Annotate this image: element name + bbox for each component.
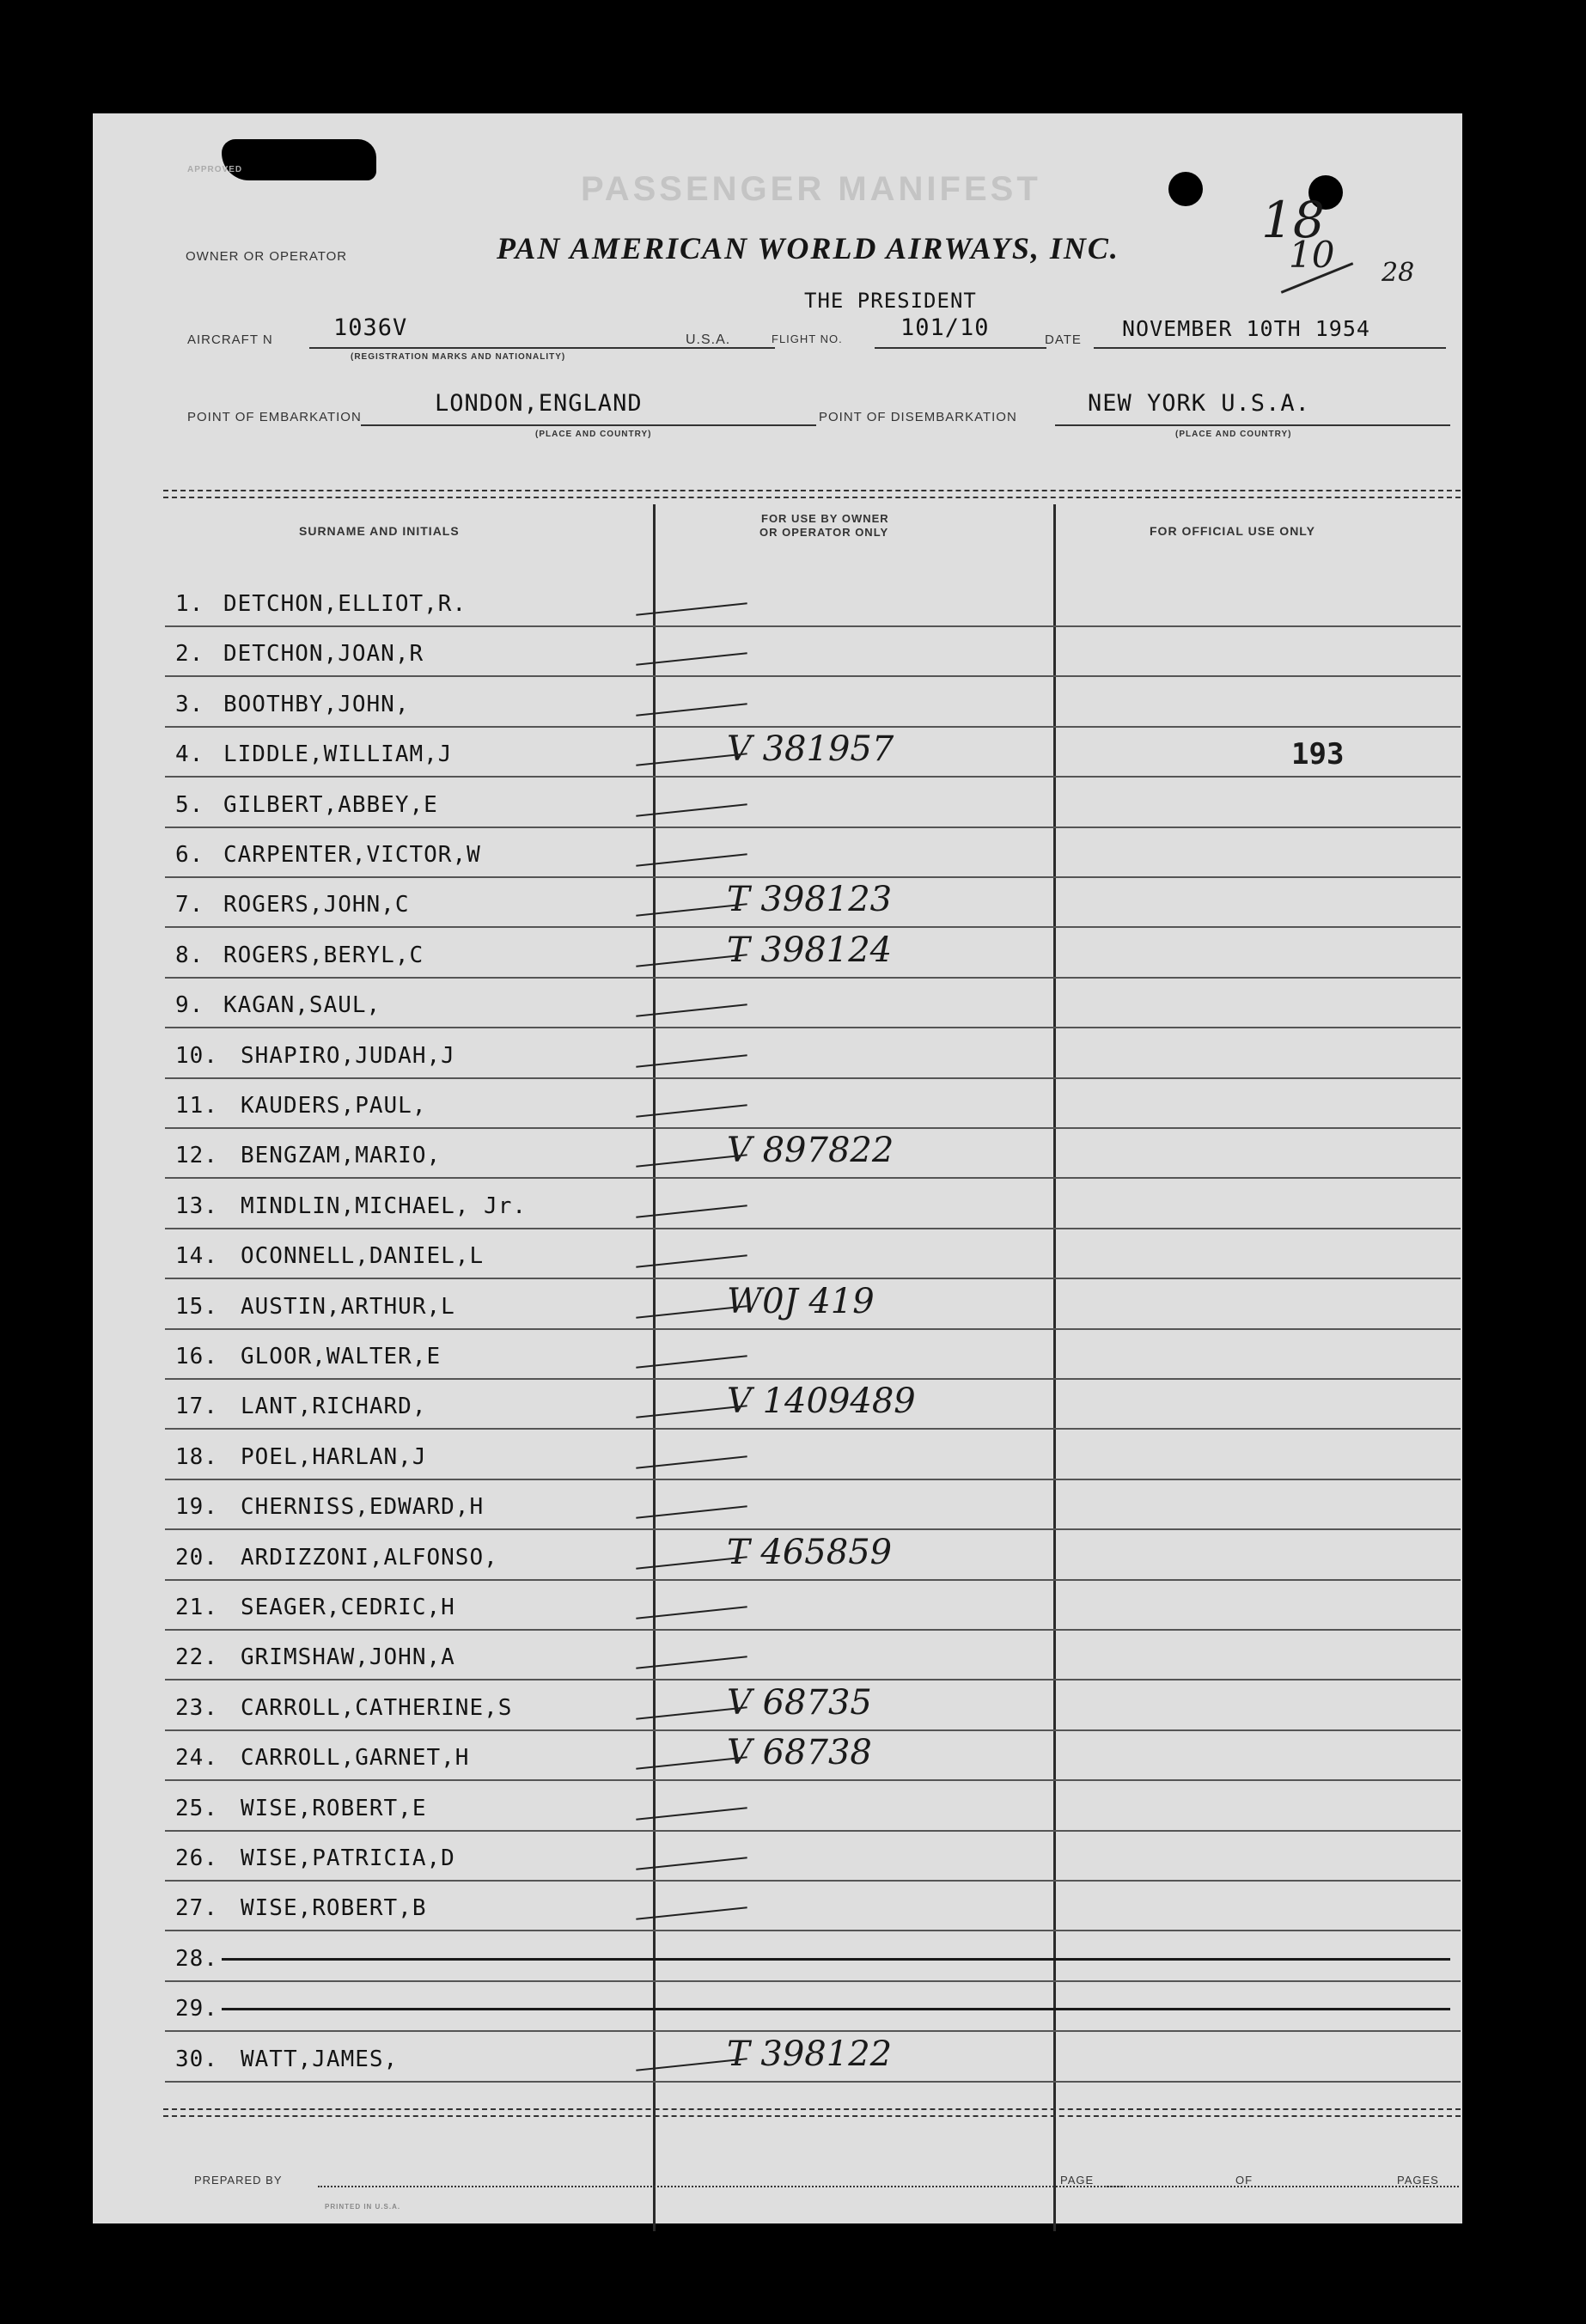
table-row	[93, 1839, 1462, 1888]
operator-note: V 381957	[727, 729, 894, 769]
registration-caption: (REGISTRATION MARKS AND NATIONALITY)	[351, 352, 566, 362]
table-row	[93, 1939, 1462, 1989]
row-number: 6.	[175, 842, 204, 868]
row-rule	[165, 1679, 1461, 1680]
table-row	[93, 1533, 1462, 1588]
torn-corner-mark	[222, 139, 376, 180]
row-rule	[165, 2081, 1461, 2083]
operator-note: W0J 419	[727, 1282, 875, 1321]
disembarkation-underline	[1055, 424, 1450, 426]
table-row	[93, 729, 1462, 784]
embarkation-label: POINT OF EMBARKATION	[187, 410, 362, 424]
pages-label: PAGES	[1397, 2174, 1439, 2187]
row-rule	[165, 977, 1461, 979]
embarkation-caption: (PLACE AND COUNTRY)	[535, 430, 652, 439]
table-row	[93, 1186, 1462, 1236]
row-number: 13.	[175, 1193, 218, 1219]
row-number: 29.	[175, 1996, 218, 2022]
row-rule	[165, 625, 1461, 627]
handwritten-note-1: 18	[1261, 191, 1325, 249]
page-label: PAGE	[1060, 2174, 1095, 2187]
row-number: 4.	[175, 741, 204, 767]
flight-number: 101/10	[900, 314, 990, 341]
row-rule	[165, 675, 1461, 677]
operator-note: T 398124	[727, 930, 893, 970]
row-number: 21.	[175, 1595, 218, 1620]
check-mark	[636, 1355, 747, 1369]
approval-text: APPROVED	[187, 165, 243, 174]
nationality: U.S.A.	[686, 332, 731, 347]
row-number: 19.	[175, 1494, 218, 1520]
operator-note: V 1409489	[727, 1382, 916, 1421]
row-number: 25.	[175, 1796, 218, 1821]
owner-name: PAN AMERICAN WORLD AIRWAYS, INC.	[497, 231, 1119, 265]
passenger-name: BOOTHBY,JOHN,	[223, 692, 410, 717]
row-rule	[165, 1980, 1461, 1982]
column-header-name: SURNAME AND INITIALS	[299, 524, 460, 538]
check-mark	[636, 652, 747, 666]
disembarkation-caption: (PLACE AND COUNTRY)	[1175, 430, 1292, 439]
table-row	[93, 1733, 1462, 1788]
table-row	[93, 930, 1462, 985]
row-number: 26.	[175, 1845, 218, 1871]
embarkation-value: LONDON,ENGLAND	[435, 390, 643, 417]
table-row	[93, 1588, 1462, 1638]
row-rule	[165, 1127, 1461, 1129]
table-row	[93, 1683, 1462, 1738]
table-row	[93, 1888, 1462, 1938]
operator-note: V 897822	[727, 1131, 894, 1170]
disembarkation-label: POINT OF DISEMBARKATION	[819, 410, 1017, 424]
handwritten-note-2: 10	[1289, 234, 1335, 276]
row-number: 1.	[175, 591, 204, 617]
passenger-name: ROGERS,BERYL,C	[223, 942, 424, 968]
passenger-name: POEL,HARLAN,J	[241, 1444, 427, 1470]
check-mark	[636, 1656, 747, 1669]
row-number: 27.	[175, 1895, 218, 1921]
row-rule	[165, 726, 1461, 728]
passenger-name: SHAPIRO,JUDAH,J	[241, 1043, 455, 1069]
passenger-name: OCONNELL,DANIEL,L	[241, 1243, 485, 1269]
check-mark	[636, 703, 747, 717]
row-number: 7.	[175, 892, 204, 918]
of-label: OF	[1235, 2174, 1254, 2187]
row-rule	[165, 1729, 1461, 1731]
passenger-name: KAUDERS,PAUL,	[241, 1093, 427, 1119]
row-number: 15.	[175, 1294, 218, 1320]
row-rule	[165, 926, 1461, 928]
row-rule	[165, 2030, 1461, 2032]
check-mark	[636, 1455, 747, 1469]
row-number: 20.	[175, 1545, 218, 1571]
form-title: PASSENGER MANIFEST	[581, 170, 1041, 208]
check-mark	[636, 803, 747, 817]
row-number: 18.	[175, 1444, 218, 1470]
row-number: 2.	[175, 641, 204, 667]
table-row	[93, 1789, 1462, 1839]
row-rule	[165, 1027, 1461, 1028]
check-mark	[636, 1606, 747, 1619]
prepared-by-underline	[318, 2186, 1125, 2187]
passenger-name: WISE,PATRICIA,D	[241, 1845, 455, 1871]
punch-hole-left	[1168, 172, 1203, 206]
passenger-name: GLOOR,WALTER,E	[241, 1344, 442, 1369]
passenger-name: KAGAN,SAUL,	[223, 992, 381, 1018]
passenger-name: CARROLL,CATHERINE,S	[241, 1695, 513, 1721]
check-mark	[636, 602, 747, 616]
column-header-operator-2: OR OPERATOR ONLY	[759, 526, 889, 539]
operator-note: T 398122	[727, 2034, 893, 2074]
column-header-official: FOR OFFICIAL USE ONLY	[1150, 524, 1315, 538]
owner-label: OWNER OR OPERATOR	[186, 249, 348, 264]
column-header-operator-1: FOR USE BY OWNER	[761, 512, 889, 525]
table-row	[93, 2034, 1462, 2089]
table-row	[93, 835, 1462, 885]
row-number: 3.	[175, 692, 204, 717]
row-rule	[165, 1579, 1461, 1581]
strike-line	[222, 2008, 1450, 2010]
passenger-name: GILBERT,ABBEY,E	[223, 792, 438, 818]
passenger-name: CARPENTER,VICTOR,W	[223, 842, 481, 868]
row-number: 10.	[175, 1043, 218, 1069]
table-row	[93, 1036, 1462, 1086]
row-rule	[165, 1228, 1461, 1229]
row-number: 14.	[175, 1243, 218, 1269]
row-rule	[165, 827, 1461, 828]
check-mark	[636, 1104, 747, 1118]
table-row	[93, 1437, 1462, 1487]
row-rule	[165, 1077, 1461, 1079]
operator-note: V 68738	[727, 1733, 872, 1772]
check-mark	[636, 853, 747, 867]
row-number: 30.	[175, 2046, 218, 2072]
official-stamp: 193	[1291, 737, 1345, 772]
operator-note: T 398123	[727, 880, 893, 919]
table-row	[93, 1236, 1462, 1286]
check-mark	[636, 1054, 747, 1068]
row-rule	[165, 776, 1461, 778]
table-row	[93, 1282, 1462, 1337]
row-rule	[165, 1328, 1461, 1330]
printed-footer: PRINTED IN U.S.A.	[325, 2203, 401, 2211]
row-number: 11.	[175, 1093, 218, 1119]
row-rule	[165, 1378, 1461, 1380]
row-rule	[165, 1629, 1461, 1631]
table-row	[93, 785, 1462, 835]
prepared-by-label: PREPARED BY	[194, 2174, 283, 2187]
flight-label: FLIGHT NO.	[772, 332, 843, 345]
table-row	[93, 1131, 1462, 1186]
check-mark	[636, 1906, 747, 1920]
passenger-name: GRIMSHAW,JOHN,A	[241, 1644, 455, 1670]
row-number: 12.	[175, 1143, 218, 1168]
passenger-name: DETCHON,JOAN,R	[223, 641, 424, 667]
row-rule	[165, 876, 1461, 878]
date-underline	[1094, 347, 1446, 349]
row-number: 17.	[175, 1394, 218, 1419]
row-rule	[165, 1880, 1461, 1882]
check-mark	[636, 1254, 747, 1268]
passenger-name: BENGZAM,MARIO,	[241, 1143, 442, 1168]
check-mark	[636, 1857, 747, 1870]
embarkation-underline	[361, 424, 816, 426]
row-rule	[165, 1278, 1461, 1279]
row-rule	[165, 1428, 1461, 1430]
aircraft-label: AIRCRAFT N	[187, 332, 273, 347]
table-row	[93, 880, 1462, 935]
passenger-name: ARDIZZONI,ALFONSO,	[241, 1545, 498, 1571]
flight-underline	[875, 347, 1046, 349]
table-row	[93, 1638, 1462, 1687]
table-row	[93, 1989, 1462, 2039]
passenger-name: AUSTIN,ARTHUR,L	[241, 1294, 455, 1320]
table-row	[93, 1487, 1462, 1537]
table-row	[93, 1086, 1462, 1136]
manifest-sheet	[93, 113, 1462, 2223]
row-number: 5.	[175, 792, 204, 818]
check-mark	[636, 1807, 747, 1821]
passenger-name: WATT,JAMES,	[241, 2046, 399, 2072]
check-mark	[636, 1505, 747, 1519]
passenger-name: ROGERS,JOHN,C	[223, 892, 410, 918]
passenger-name: WISE,ROBERT,E	[241, 1796, 427, 1821]
table-row	[93, 1337, 1462, 1387]
row-rule	[165, 1528, 1461, 1530]
passenger-name: WISE,ROBERT,B	[241, 1895, 427, 1921]
table-row	[93, 634, 1462, 684]
row-number: 9.	[175, 992, 204, 1018]
date-label: DATE	[1045, 332, 1082, 347]
table-top-rule	[163, 490, 1461, 498]
aircraft-value: 1036V	[333, 314, 408, 341]
table-row	[93, 584, 1462, 634]
disembarkation-value: NEW YORK U.S.A.	[1088, 390, 1310, 417]
passenger-name: DETCHON,ELLIOT,R.	[223, 591, 467, 617]
row-rule	[165, 1779, 1461, 1781]
date-value: NOVEMBER 10TH 1954	[1122, 316, 1370, 341]
check-mark	[636, 1205, 747, 1218]
operator-note: V 68735	[727, 1683, 872, 1723]
passenger-name: LIDDLE,WILLIAM,J	[223, 741, 453, 767]
table-bottom-rule	[163, 2108, 1461, 2117]
row-rule	[165, 1177, 1461, 1179]
operator-note: T 465859	[727, 1533, 893, 1572]
row-number: 23.	[175, 1695, 218, 1721]
passenger-name: LANT,RICHARD,	[241, 1394, 427, 1419]
table-row	[93, 985, 1462, 1035]
passenger-name: SEAGER,CEDRIC,H	[241, 1595, 455, 1620]
row-rule	[165, 1830, 1461, 1832]
row-number: 8.	[175, 942, 204, 968]
row-rule	[165, 1930, 1461, 1931]
row-number: 28.	[175, 1946, 218, 1972]
row-rule	[165, 1479, 1461, 1480]
row-number: 22.	[175, 1644, 218, 1670]
row-number: 16.	[175, 1344, 218, 1369]
check-mark	[636, 1003, 747, 1017]
strike-line	[222, 1958, 1450, 1961]
passenger-name: CHERNISS,EDWARD,H	[241, 1494, 485, 1520]
table-row	[93, 1382, 1462, 1436]
flight-name: THE PRESIDENT	[804, 289, 977, 313]
table-row	[93, 685, 1462, 735]
handwritten-note-3: 28	[1382, 258, 1415, 288]
passenger-name: MINDLIN,MICHAEL, Jr.	[241, 1193, 528, 1219]
row-number: 24.	[175, 1745, 218, 1771]
passenger-name: CARROLL,GARNET,H	[241, 1745, 470, 1771]
